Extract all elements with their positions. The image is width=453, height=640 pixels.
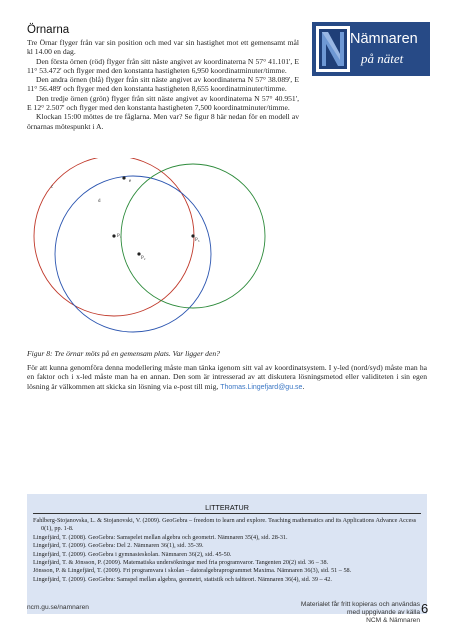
point-p1 xyxy=(112,234,115,237)
intro-text xyxy=(27,38,299,131)
label-c: c xyxy=(51,185,54,190)
reference-item: Jönsson, P. & Lingefjärd, T. (2009). Fri programvara i skolan – datoralgebraprogrammet Maxima. Nämnaren 36(3), sid. 51 – 58. xyxy=(33,567,352,575)
paragraph: Tre Örnar flyger från var sin position och med var sin hastighet mot ett gemensamt mål kl 14.00 en dag. xyxy=(27,38,299,57)
paragraph: Klockan 15:00 möttes de tre fåglarna. Men var? Se figur 8 här nedan för en modell av örnarnas mötespunkt i A. xyxy=(27,112,299,131)
footer-line: med uppgivande av källa xyxy=(347,609,420,617)
reference-item: Lingefjärd, T. (2009). GeoGebra: Del 2. Nämnaren 36(1), sid. 35-39. xyxy=(33,542,204,550)
reference-item: Lingefjärd, T. (2008). GeoGebra: Samspelet mellan algebra och geometri. Nämnaren 35(4), sid. 28-31. xyxy=(33,533,288,541)
reference-item: Fahlberg-Stojanovska, L. & Stojanovski, V. (2009). GeoGebra – freedom to learn and explore. Teaching mathematics and its Applications Advance Access 0(1), pp. 1-8. xyxy=(33,517,417,533)
n-logo-icon xyxy=(316,26,350,72)
paragraph: Den tredje örnen (grön) flyger från sitt näste angivet av koordinaterna N 57° 40.951', E 12° 2.507' och flyger med den konstanta hastigheten 7,500 koordinatminuter/timme. xyxy=(27,93,299,113)
point-a xyxy=(122,176,125,179)
reference-item: Lingefjärd, T. & Jönsson, P. (2009). Matematiska undersökningar med fria programvaror. Tangenten 20(2) sid. 36 – 38. xyxy=(33,559,329,567)
logo-subtitle: på nätet xyxy=(361,51,404,66)
email-link[interactable]: Thomas.Lingefjard@gu.se xyxy=(220,383,303,391)
label-p2: P₂ xyxy=(141,256,146,261)
closing-paragraph: För att kunna genomföra denna modellering måste man tänka igenom sitt val av koordinatsystem. I y-led (nord/syd) måste man ha en faktor och i x-led måste man ha en annan. Den som är intresserad av att diskutera lösningsmetod eller validiteten i sin egen lösning är välkommen att skicka sin lösning via e-post till mig, Thomas.Lingefjard@gu.se. xyxy=(27,363,427,391)
reference-list xyxy=(33,517,423,584)
page-number: 6 xyxy=(421,601,429,616)
paragraph: Den första örnen (röd) flyger från sitt näste angivet av koordinaterna N 57° 41.101', E 11° 53.472' och flyger med den konstanta hastigheten 6,950 koordinatminuter/timme. xyxy=(27,56,299,75)
logo-title: Nämnaren xyxy=(350,31,418,47)
reference-item: Lingefjärd, T. (2009). GeoGebra: Samspel mellan algebra, geometri, statistik och taltteori. Nämnaren 36(4), sid. 39 – 42. xyxy=(33,575,332,583)
paragraph: Den andra örnen (blå) flyger från sitt näste angivet av koordinaterna N 57° 38.089', E 11° 56.489' och flyger med den konstanta hastigheten 8,655 koordinatminuter/timme. xyxy=(27,75,299,94)
label-d: d xyxy=(98,199,101,204)
footer-url[interactable]: ncm.gu.se/namnaren xyxy=(27,604,89,611)
figure-caption: Figur 8: Tre örnar möts på en gemensam plats. Var ligger den? xyxy=(27,349,220,358)
divider xyxy=(33,513,421,514)
footer-line: NCM & Nämnaren xyxy=(366,617,420,625)
label-p1: P₁ xyxy=(117,234,122,239)
literature-title: LITTERATUR xyxy=(205,503,249,512)
namnaren-logo[interactable] xyxy=(312,22,430,76)
label-p3: P₃ xyxy=(195,238,200,243)
literature-box xyxy=(27,494,427,614)
circle-figure xyxy=(27,158,427,344)
footer-notice xyxy=(240,601,420,626)
page-title: Örnarna xyxy=(27,24,70,36)
closing-text: För att kunna genomföra denna modellering måste man tänka igenom sitt val av koordinatsystem. I y-led (nord/syd) måste man ha en faktor och i x-led måste man ha en annan. Den som är intresserad av att diskutera lösningsmetod eller validiteten i sin egen lösning är välkommen att skicka sin lösning via e-post till mig, xyxy=(27,363,427,391)
blue-circle xyxy=(55,176,211,332)
label-e: e xyxy=(129,179,132,184)
footer-line: Materialet får fritt kopieras och användas xyxy=(300,601,420,608)
reference-item: Lingefjärd, T. (2009). GeoGebra i gymnasieskolan. Nämnaren 36(2), sid. 45-50. xyxy=(33,550,232,558)
